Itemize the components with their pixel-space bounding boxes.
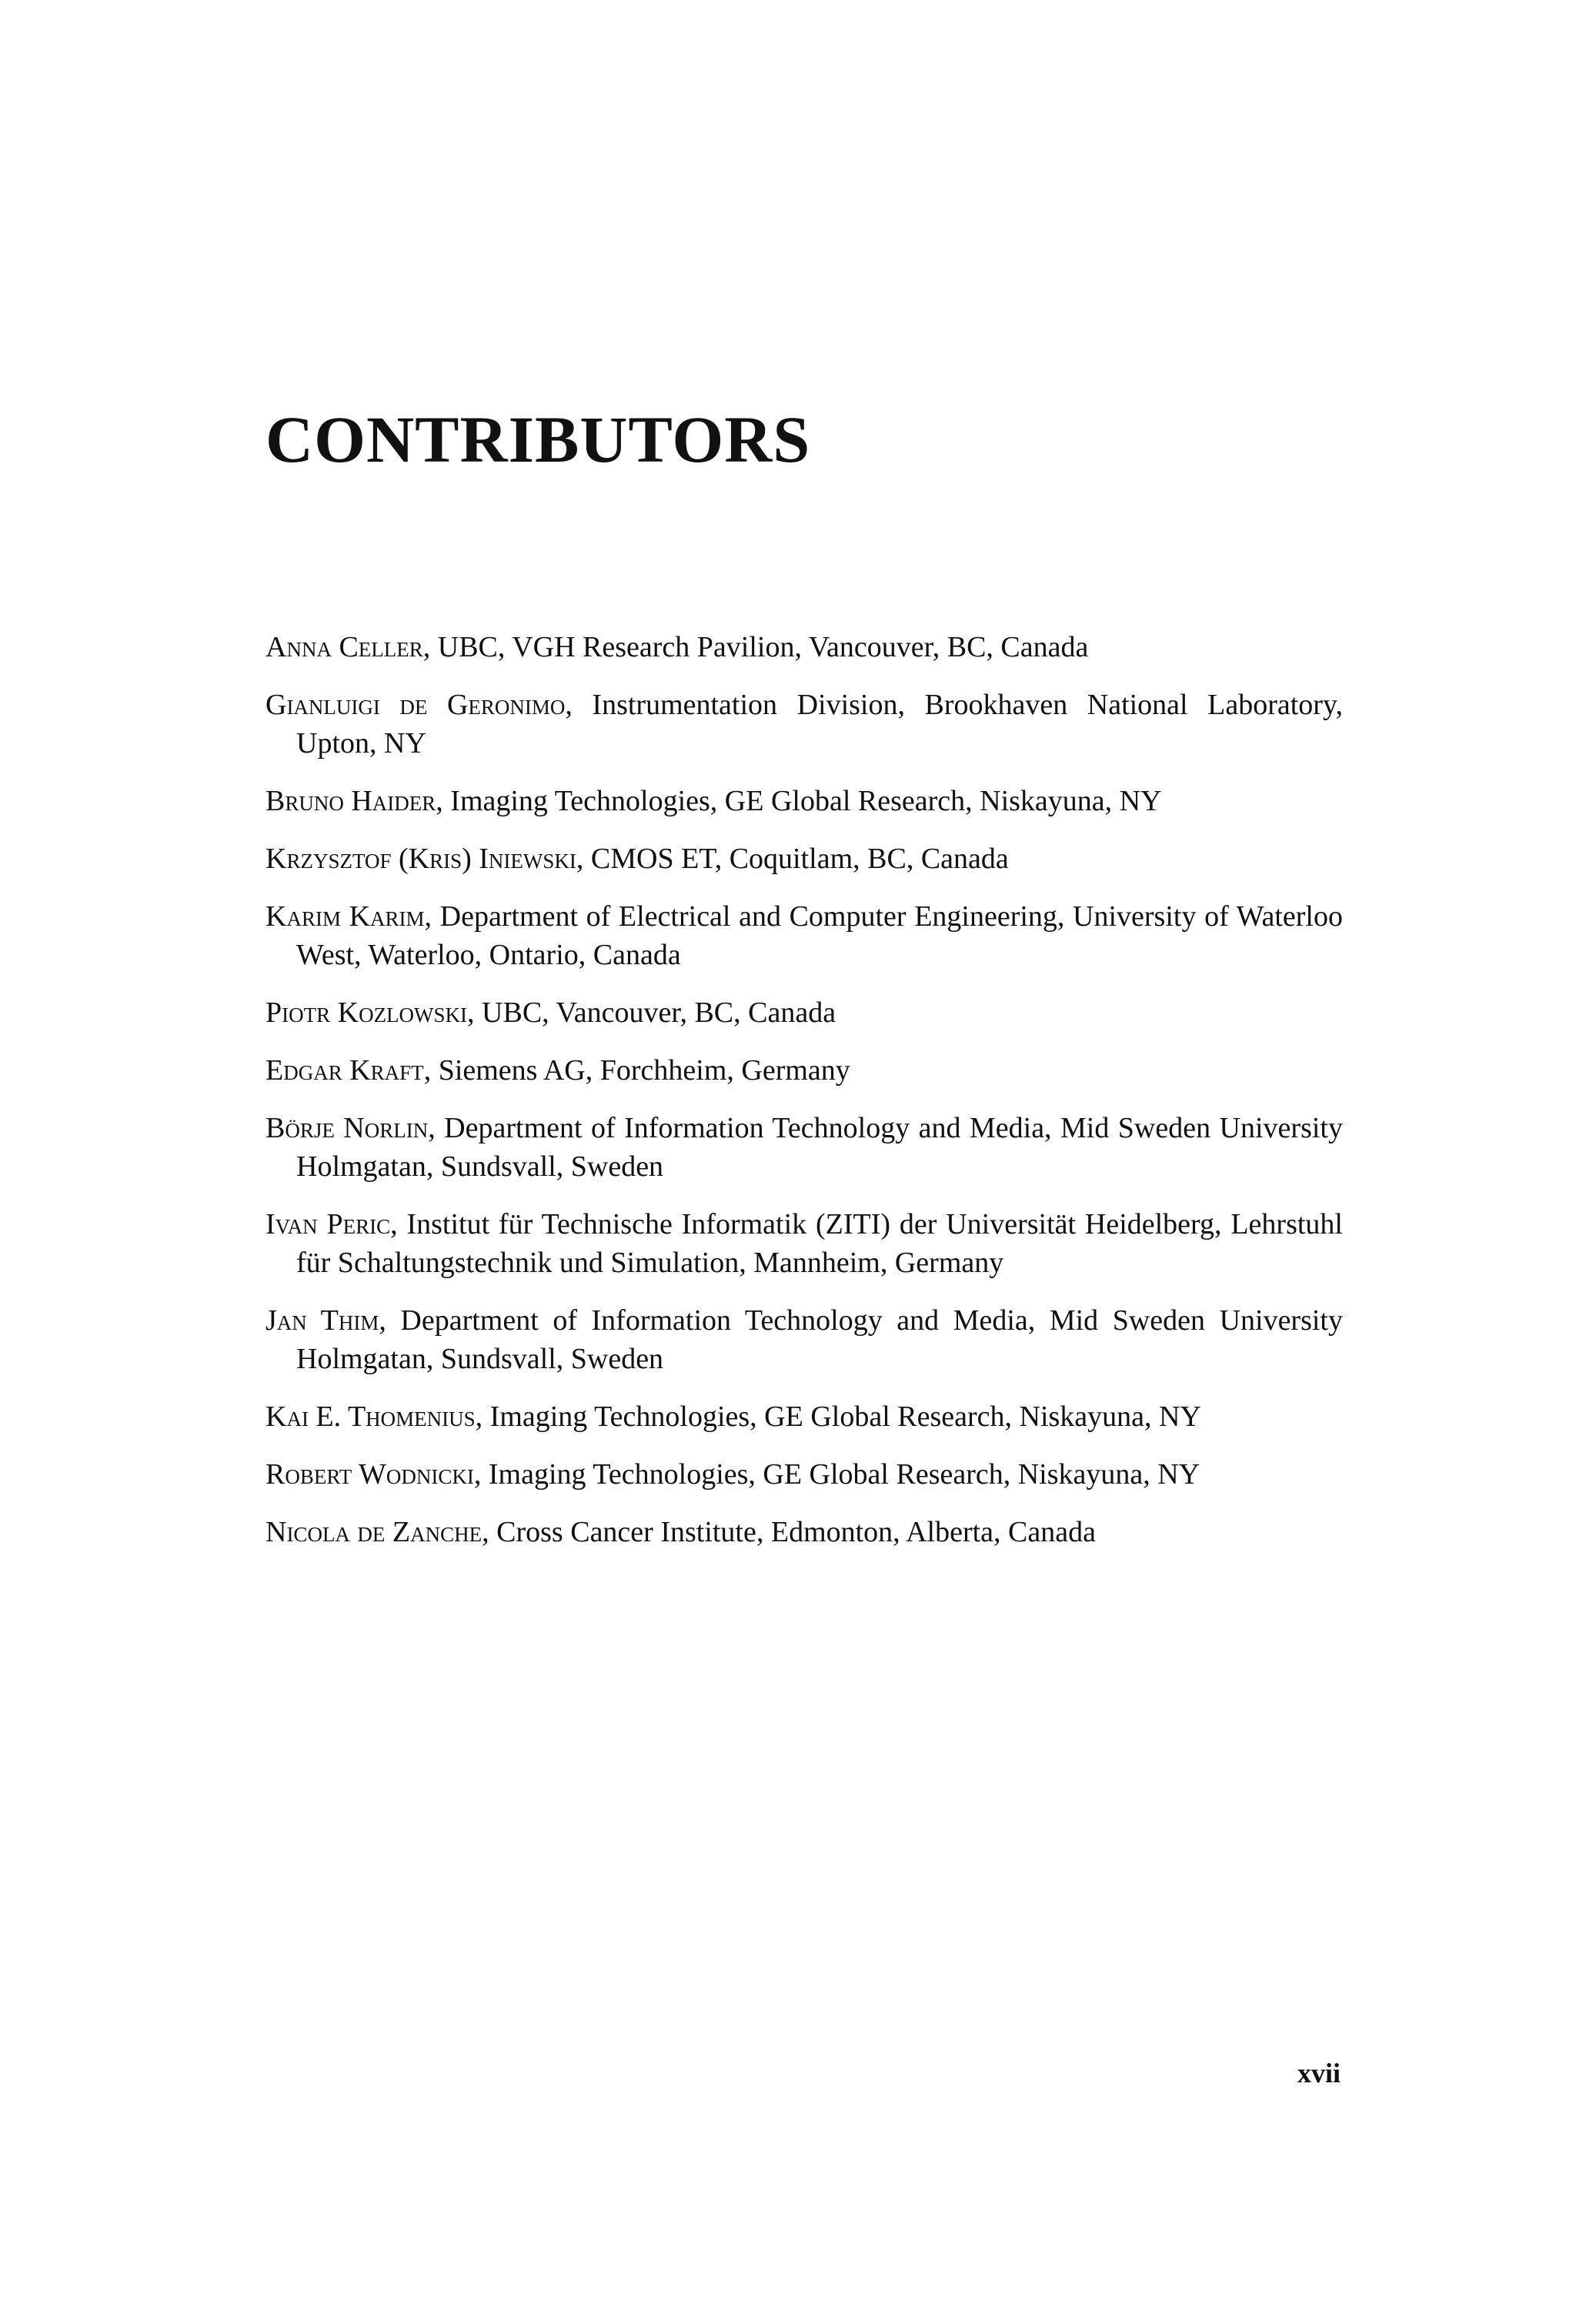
contributor-name: Karim Karim	[265, 900, 425, 933]
contributor-affiliation: , Imaging Technologies, GE Global Research, Niskayuna, NY	[473, 1458, 1200, 1491]
contributor-affiliation: , CMOS ET, Coquitlam, BC, Canada	[576, 843, 1009, 875]
page-title: CONTRIBUTORS	[265, 402, 811, 476]
contributor-name: Anna Celler	[265, 631, 423, 663]
contributor-affiliation: , Imaging Technologies, GE Global Research, Niskayuna, NY	[436, 785, 1162, 817]
contributor-name: Jan Thim	[265, 1304, 379, 1337]
contributor-affiliation: , Department of Electrical and Computer Engineering, University of Waterloo West, Waterloo, Ontario, Canada	[296, 900, 1343, 971]
contributor-entry	[265, 686, 1343, 763]
contributor-affiliation: , Institut für Technische Informatik (ZITI) der Universität Heidelberg, Lehrstuhl für Schaltungstechnik und Simulation, Mannheim, Germany	[296, 1208, 1343, 1279]
contributor-entry	[265, 1455, 1343, 1494]
contributor-name: Börje Norlin	[265, 1112, 429, 1144]
contributor-affiliation: , UBC, Vancouver, BC, Canada	[467, 997, 836, 1029]
contributor-affiliation: , UBC, VGH Research Pavilion, Vancouver, BC, Canada	[422, 631, 1089, 663]
contributor-affiliation: , Siemens AG, Forchheim, Germany	[423, 1054, 850, 1087]
contributor-entry	[265, 628, 1343, 666]
contributor-entry	[265, 1205, 1343, 1282]
contributor-name: Kai E. Thomenius	[265, 1401, 476, 1433]
contributor-list	[265, 628, 1343, 1571]
contributor-entry	[265, 782, 1343, 820]
contributor-name: Robert Wodnicki	[265, 1458, 474, 1491]
contributor-entry	[265, 1397, 1343, 1436]
page-number: xvii	[1297, 2058, 1341, 2088]
contributor-entry	[265, 840, 1343, 878]
contributor-affiliation: , Department of Information Technology and Media, Mid Sweden University Holmgatan, Sundsvall, Sweden	[296, 1304, 1343, 1375]
contributor-name: Bruno Haider	[265, 785, 436, 817]
contributor-entry	[265, 897, 1343, 974]
contributor-affiliation: , Instrumentation Division, Brookhaven National Laboratory, Upton, NY	[296, 689, 1343, 760]
contributor-affiliation: , Imaging Technologies, GE Global Research, Niskayuna, NY	[475, 1401, 1201, 1433]
contributor-name: Gianluigi de Geronimo	[265, 689, 566, 721]
contributor-entry	[265, 1301, 1343, 1378]
contributor-entry	[265, 1051, 1343, 1090]
contributor-name: Piotr Kozlowski	[265, 997, 468, 1029]
contributor-affiliation: , Department of Information Technology and Media, Mid Sweden University Holmgatan, Sundsvall, Sweden	[296, 1112, 1343, 1183]
contributor-entry	[265, 1513, 1343, 1551]
contributor-name: Edgar Kraft	[265, 1054, 424, 1087]
contributor-entry	[265, 1109, 1343, 1186]
contributor-affiliation: , Cross Cancer Institute, Edmonton, Alberta, Canada	[482, 1516, 1096, 1548]
contributor-name: Ivan Peric	[265, 1208, 391, 1240]
contributor-name: Nicola de Zanche	[265, 1516, 482, 1548]
contributor-entry	[265, 993, 1343, 1032]
contributor-name: Krzysztof (Kris) Iniewski	[265, 843, 576, 875]
